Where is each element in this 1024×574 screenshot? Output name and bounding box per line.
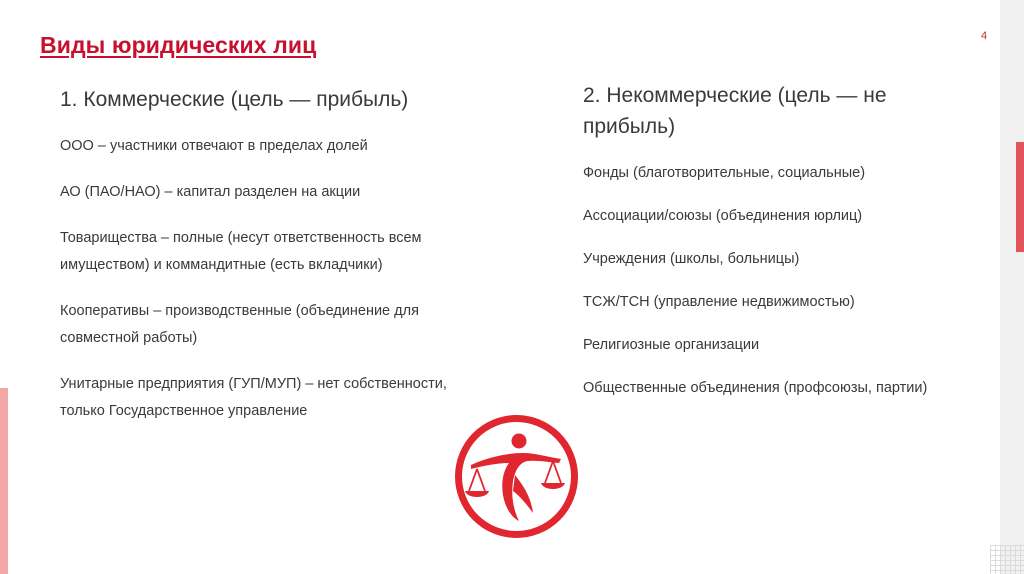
list-item: Унитарные предприятия (ГУП/МУП) – нет собственности, только Государственное управление	[60, 376, 447, 419]
noncommercial-column	[583, 80, 983, 418]
list-item: ТСЖ/ТСН (управление недвижимостью)	[583, 294, 855, 310]
justice-scales-figure-icon	[453, 413, 580, 540]
right-accent-bar	[1016, 142, 1024, 252]
left-accent-bar	[0, 388, 8, 574]
list-item: АО (ПАО/НАО) – капитал разделен на акции	[60, 184, 361, 200]
commercial-heading: 1. Коммерческие (цель — прибыль)	[60, 88, 409, 111]
slide-title: Виды юридических лиц	[40, 32, 317, 58]
list-item: ООО – участники отвечают в пределах долей	[60, 138, 368, 154]
list-item: Религиозные организации	[583, 337, 760, 353]
list-item: Учреждения (школы, больницы)	[583, 251, 800, 267]
corner-grid-pattern	[990, 545, 1024, 574]
noncommercial-heading: 2. Некоммерческие (цель — не прибыль)	[583, 84, 887, 138]
list-item: Ассоциации/союзы (объединения юрлиц)	[583, 208, 863, 224]
page-number: 4	[980, 30, 988, 42]
list-item: Общественные объединения (профсоюзы, партии)	[583, 380, 928, 396]
commercial-column	[60, 84, 460, 444]
list-item: Фонды (благотворительные, социальные)	[583, 165, 866, 181]
list-item: Товарищества – полные (несут ответственность всем имуществом) и коммандитные (есть вкладчики)	[60, 230, 422, 273]
list-item: Кооперативы – производственные (объединение для совместной работы)	[60, 303, 419, 346]
right-decor-panel	[1000, 0, 1024, 574]
